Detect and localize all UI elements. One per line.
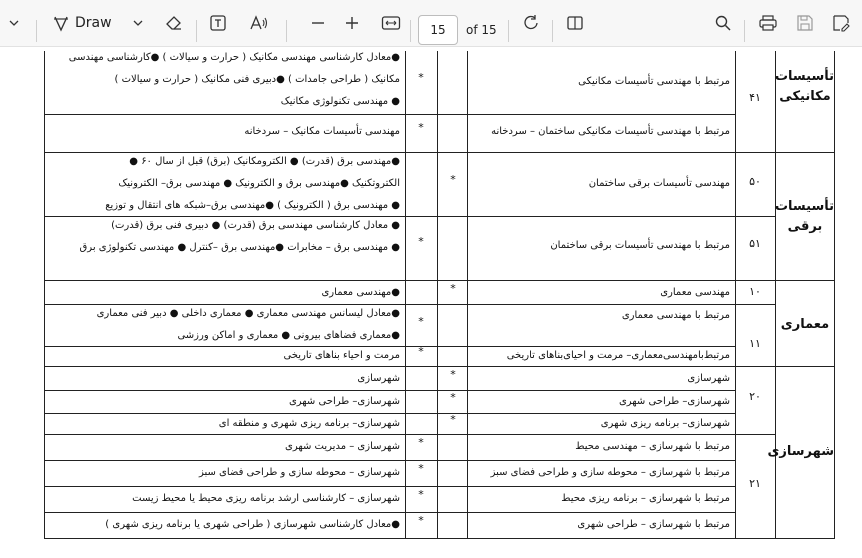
mark-star: *: [450, 173, 456, 186]
pdf-page-view: [0, 47, 862, 558]
code-41: ۴۱: [749, 91, 761, 104]
mark-star: *: [418, 235, 424, 248]
save-as-icon[interactable]: [826, 0, 856, 46]
related-field-urban: مرتبط با شهرسازی – محوطه سازی و طراحی فضای سبز: [490, 467, 730, 478]
mark-star: *: [418, 436, 424, 449]
fit-width-icon[interactable]: [376, 0, 406, 46]
related-field-architecture-restoration: مرتبط‌بامهندسی‌معماری– مرمت و احیای‌بناهای تاریخی: [506, 350, 730, 361]
category-electrical: تأسیسات برقی: [774, 199, 834, 234]
mark-star: *: [418, 121, 424, 134]
degree-list: مرمت و احیاء بناهای تاریخی: [283, 350, 400, 361]
eraser-icon[interactable]: [160, 0, 188, 46]
save-icon[interactable]: [790, 0, 820, 46]
zoom-in-icon[interactable]: [338, 0, 366, 46]
degree-list: شهرسازی– طراحی شهری: [288, 396, 400, 407]
degree-list: ● معادل کارشناسی مهندسی برق (قدرت) ● دبیری فنی برق (قدرت) ● مهندسی برق – مخابرات ●مهندسی برق –کنترل ● مهندسی تکنولوژی برق: [79, 220, 400, 253]
mark-star: *: [418, 488, 424, 501]
field-urban: شهرسازی: [687, 373, 730, 384]
degree-list: ●معادل لیسانس مهندسی معماری ● معماری داخلی ● دبیر فنی معماری ●معماری فضاهای بیرونی ● معماری و اماکن ورزشی: [96, 308, 400, 341]
print-icon[interactable]: [752, 0, 784, 46]
toolbar-divider: [744, 20, 745, 42]
search-icon[interactable]: [708, 0, 738, 46]
toolbar-divider: [410, 20, 411, 42]
category-urban-planning: شهرسازی: [767, 444, 834, 459]
mark-star: *: [418, 71, 424, 84]
code-21: ۲۱: [749, 477, 761, 490]
mark-star: *: [450, 368, 456, 381]
page-number-input[interactable]: 15: [418, 15, 458, 45]
related-field-urban: مرتبط با شهرسازی – برنامه ریزی محیط: [561, 493, 730, 504]
code-20: ۲۰: [749, 390, 761, 403]
category-architecture: معماری: [780, 317, 830, 332]
degree-list: ●مهندسی معماری: [321, 287, 400, 298]
mark-star: *: [418, 315, 424, 328]
code-11: ۱۱: [749, 337, 761, 350]
degree-list: ●مهندسی برق (قدرت) ● الکترومکانیک (برق) قبل از سال ۶۰ ● الکتروتکنیک ●مهندسی برق و الکترونیک ● مهندسی برق– الکترونیک ● مهندسی برق ( الکترونیک ) ●مهندسی برق–شبکه های انتقال و توزیع: [105, 156, 400, 211]
degree-list: شهرسازی – کارشناسی ارشد برنامه ریزی محیط یا محیط زیست: [132, 493, 400, 504]
rotate-icon[interactable]: [516, 0, 546, 46]
mark-star: *: [450, 391, 456, 404]
toolbar-divider: [196, 20, 197, 42]
field-electrical-building: مهندسی تأسیسات برقی ساختمان: [588, 178, 730, 189]
code-50: ۵۰: [749, 175, 761, 188]
draw-button[interactable]: [52, 0, 120, 46]
toolbar-divider: [508, 20, 509, 42]
page-count: of 15: [466, 23, 497, 37]
related-field-mechanical: مرتبط با مهندسی تأسیسات مکانیکی: [578, 76, 730, 87]
toolbar-divider: [286, 20, 287, 42]
degree-list: شهرسازی: [357, 373, 400, 384]
degree-list: شهرسازی – مدیریت شهری: [285, 441, 400, 452]
read-aloud-icon[interactable]: [244, 0, 274, 46]
mark-star: *: [418, 462, 424, 475]
page-view-icon[interactable]: [560, 0, 590, 46]
chevron-down-icon[interactable]: [0, 0, 28, 46]
degree-list: شهرسازی– برنامه ریزی شهری و منطقه ای: [218, 418, 400, 429]
related-field-electrical: مرتبط با مهندسی تأسیسات برقی ساختمان: [550, 240, 730, 251]
draw-options-chevron-icon[interactable]: [128, 0, 148, 46]
zoom-out-icon[interactable]: [304, 0, 332, 46]
degree-list: مهندسی تأسیسات مکانیک – سردخانه: [244, 126, 400, 137]
category-mechanical: تأسیسات مکانیکی: [774, 69, 834, 104]
related-field-architecture: مرتبط با مهندسی معماری: [621, 310, 730, 321]
draw-label: Draw: [75, 15, 112, 31]
mark-star: *: [418, 345, 424, 358]
degree-list: ●معادل کارشناسی مهندسی مکانیک ( حرارت و سیالات ) ●کارشناسی مهندسی مکانیک ( طراحی جامدات ) ●دبیری فنی مکانیک ( حرارت و سیالات ) ● مهندسی تکنولوژی مکانیک: [68, 52, 400, 107]
related-field-mechanical-refrigeration: مرتبط با مهندسی تأسیسات مکانیکی ساختمان – سردخانه: [491, 126, 730, 137]
field-architecture: مهندسی معماری: [660, 287, 730, 298]
pdf-toolbar: [0, 0, 862, 47]
degree-list: ●معادل کارشناسی شهرسازی ( طراحی شهری یا برنامه ریزی شهری ): [105, 519, 400, 530]
field-urban-design: شهرسازی– طراحی شهری: [618, 396, 730, 407]
code-10: ۱۰: [749, 285, 761, 298]
text-box-icon[interactable]: [204, 0, 232, 46]
mark-star: *: [418, 514, 424, 527]
mark-star: *: [450, 282, 456, 295]
field-urban-planning: شهرسازی– برنامه ریزی شهری: [600, 418, 730, 429]
code-51: ۵۱: [749, 237, 761, 250]
draw-icon: [52, 14, 70, 32]
related-field-urban: مرتبط با شهرسازی – مهندسی محیط: [575, 441, 730, 452]
toolbar-divider: [552, 20, 553, 42]
related-field-urban: مرتبط با شهرسازی – طراحی شهری: [577, 519, 730, 530]
mark-star: *: [450, 413, 456, 426]
degree-list: شهرسازی – محوطه سازی و طراحی فضای سبز: [198, 467, 400, 478]
toolbar-divider: [36, 20, 37, 42]
